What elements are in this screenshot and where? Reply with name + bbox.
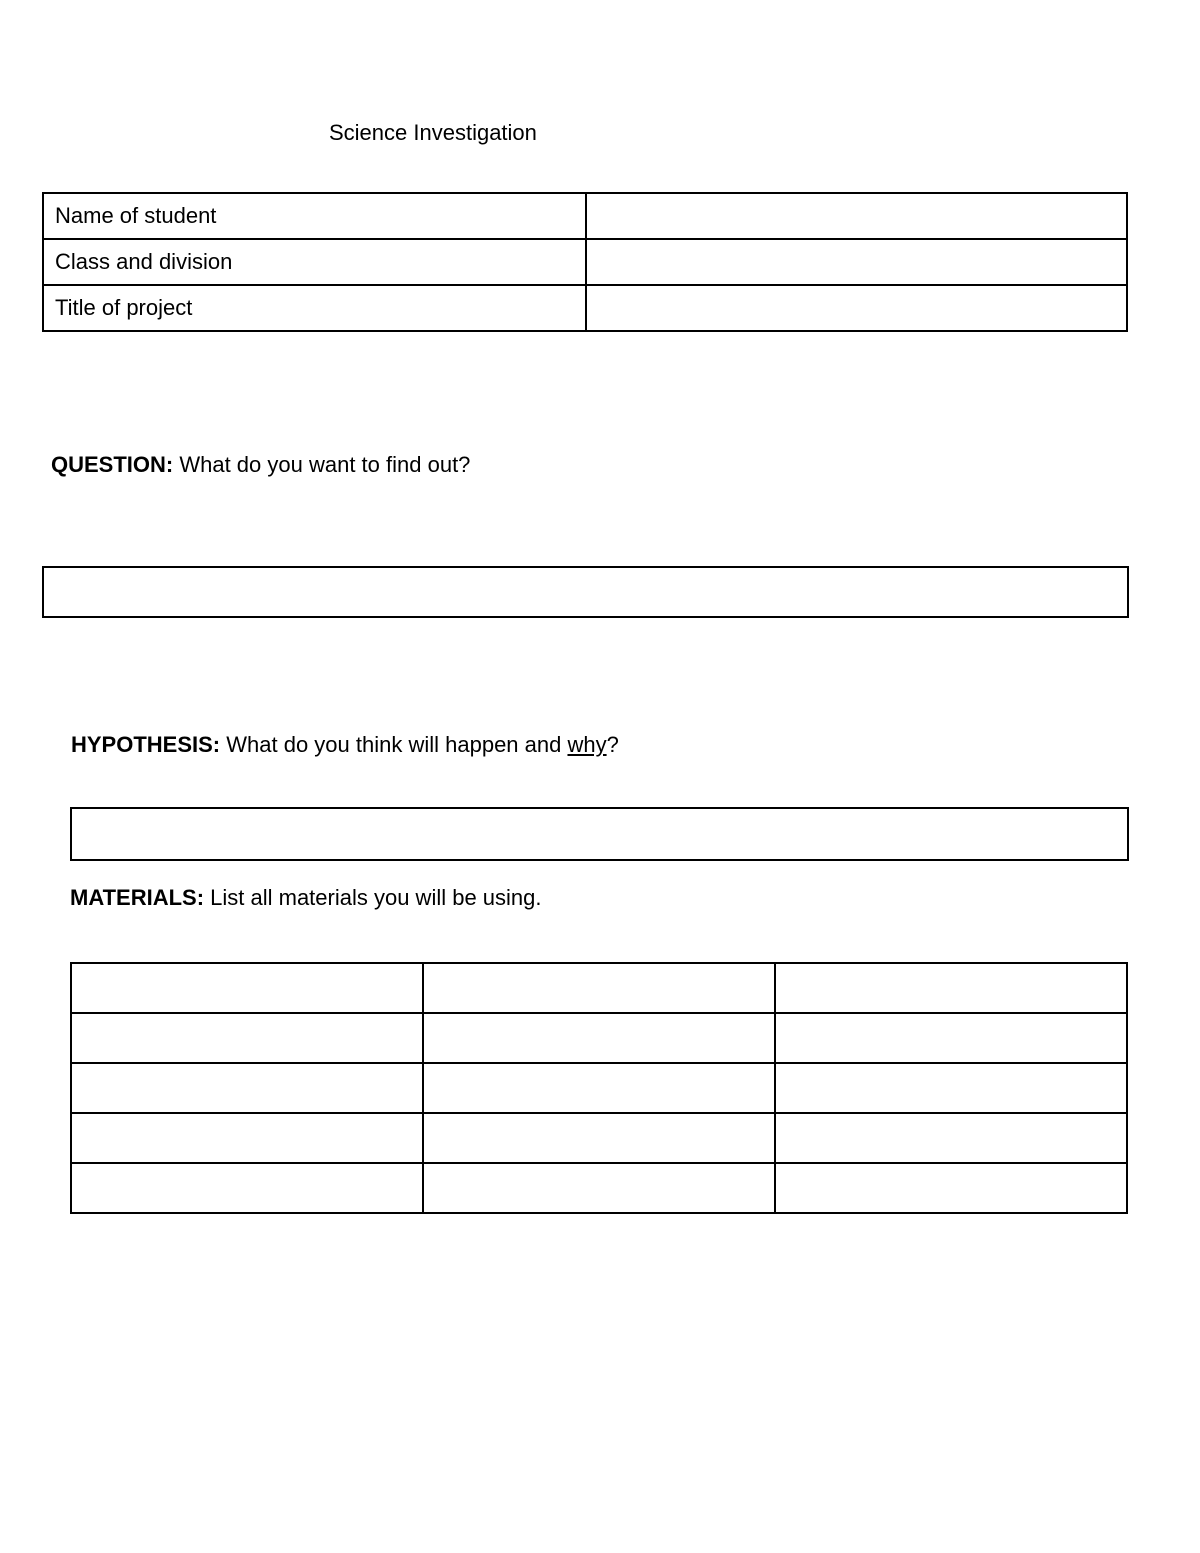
materials-cell[interactable] xyxy=(71,1113,423,1163)
hypothesis-text: What do you think will happen and xyxy=(220,732,568,757)
materials-cell[interactable] xyxy=(775,1013,1127,1063)
student-info-table xyxy=(42,192,1128,332)
table-row xyxy=(71,1013,1127,1063)
hypothesis-heading: HYPOTHESIS: xyxy=(71,732,221,757)
table-row xyxy=(71,1063,1127,1113)
materials-heading: MATERIALS: xyxy=(70,885,205,910)
table-row xyxy=(43,239,1127,285)
materials-cell[interactable] xyxy=(423,1063,775,1113)
materials-cell[interactable] xyxy=(71,1163,423,1213)
question-prompt xyxy=(51,451,470,479)
info-label-title: Title of project xyxy=(43,285,586,331)
question-heading: QUESTION: xyxy=(51,452,174,477)
materials-cell[interactable] xyxy=(775,963,1127,1013)
table-row xyxy=(43,285,1127,331)
info-label-name: Name of student xyxy=(43,193,586,239)
materials-cell[interactable] xyxy=(775,1163,1127,1213)
table-row xyxy=(71,1113,1127,1163)
table-row xyxy=(43,193,1127,239)
materials-cell[interactable] xyxy=(423,1163,775,1213)
materials-cell[interactable] xyxy=(71,1063,423,1113)
project-title-field[interactable] xyxy=(586,285,1127,331)
materials-cell[interactable] xyxy=(775,1113,1127,1163)
question-answer-box[interactable] xyxy=(42,566,1129,618)
table-row xyxy=(71,963,1127,1013)
table-row xyxy=(71,1163,1127,1213)
materials-cell[interactable] xyxy=(775,1063,1127,1113)
hypothesis-emphasis: why xyxy=(567,732,607,757)
materials-prompt xyxy=(70,884,542,912)
materials-text: List all materials you will be using. xyxy=(204,885,542,910)
materials-cell[interactable] xyxy=(423,1113,775,1163)
student-name-field[interactable] xyxy=(586,193,1127,239)
page-title: Science Investigation xyxy=(329,120,537,145)
materials-table xyxy=(70,962,1128,1214)
materials-cell[interactable] xyxy=(71,963,423,1013)
hypothesis-prompt xyxy=(71,731,619,759)
hypothesis-text-end: ? xyxy=(606,732,619,757)
materials-cell[interactable] xyxy=(423,1013,775,1063)
question-text: What do you want to find out? xyxy=(173,452,471,477)
hypothesis-answer-box[interactable] xyxy=(70,807,1129,861)
materials-cell[interactable] xyxy=(71,1013,423,1063)
class-division-field[interactable] xyxy=(586,239,1127,285)
info-label-class: Class and division xyxy=(43,239,586,285)
materials-cell[interactable] xyxy=(423,963,775,1013)
